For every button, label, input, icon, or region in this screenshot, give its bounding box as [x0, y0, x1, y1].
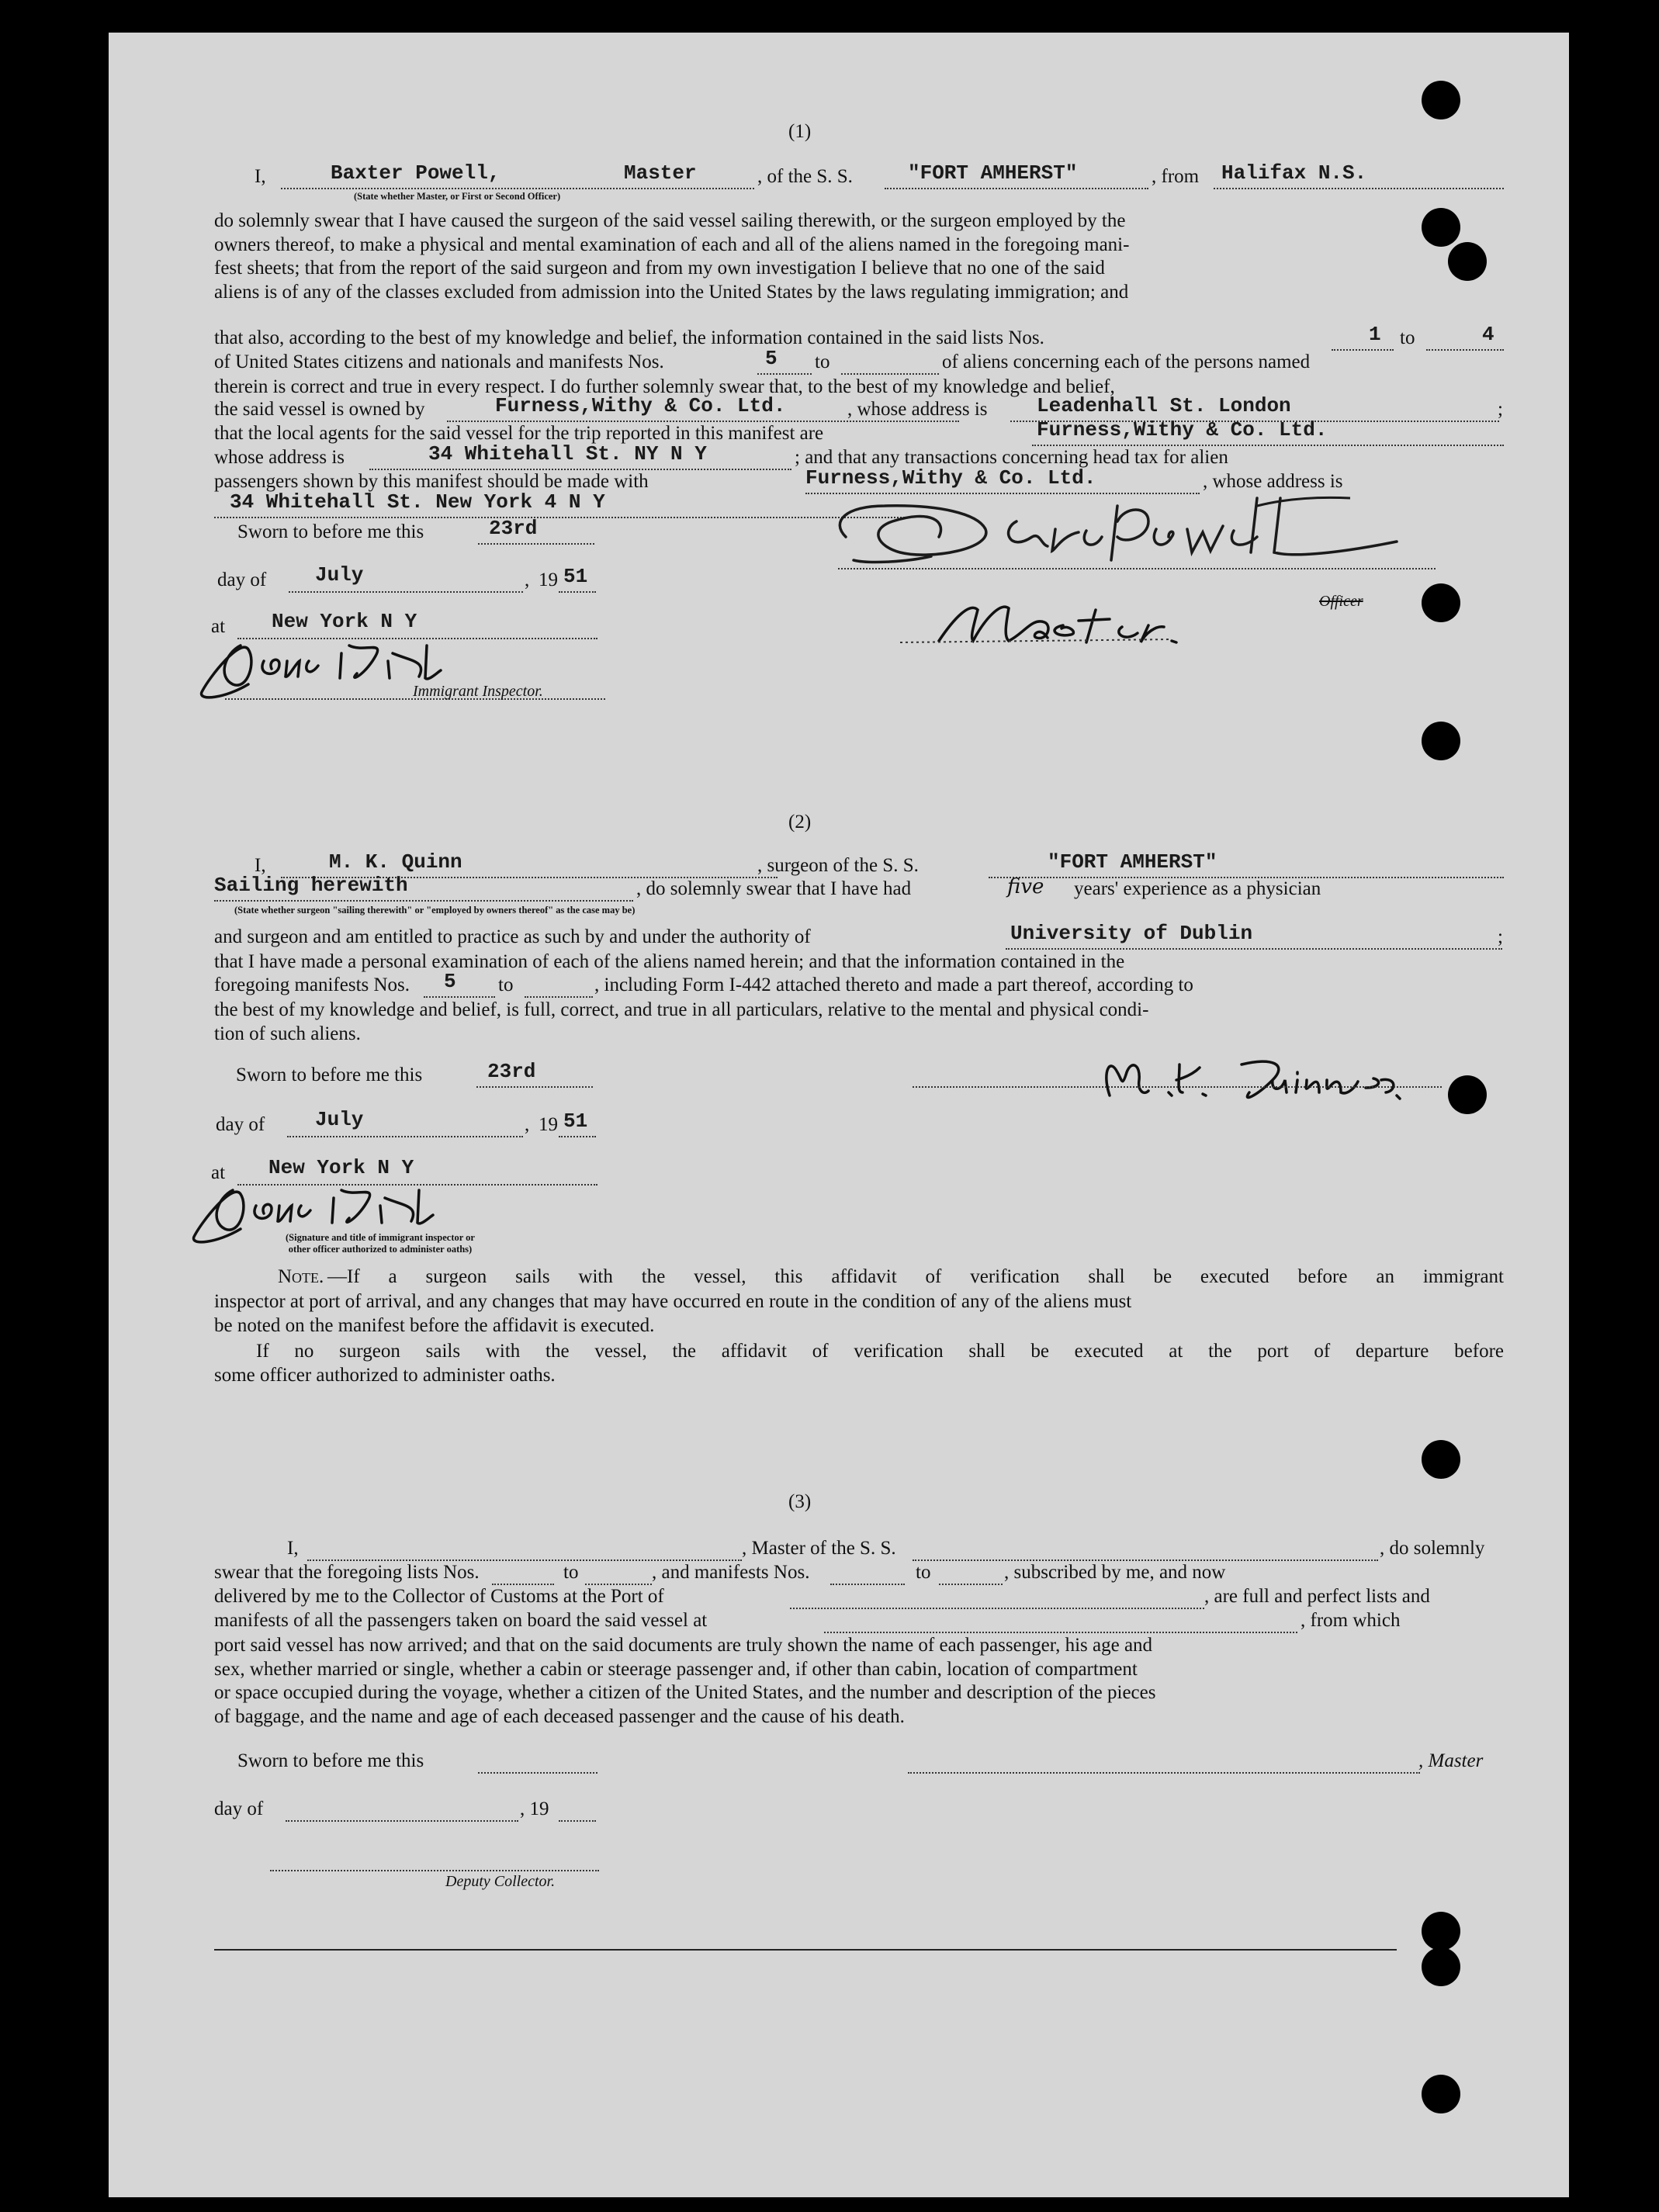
year: 51	[563, 1109, 588, 1133]
surgeon-of-text: , surgeon of the S. S.	[757, 855, 919, 876]
year-line	[559, 1820, 596, 1822]
manifests-to-line	[841, 373, 939, 375]
oath-line: that the local agents for the said vessel for the trip reported in this manifest are	[214, 423, 824, 444]
master-title-signature	[892, 594, 1280, 649]
owner: Furness,Withy & Co. Ltd.	[495, 394, 786, 417]
manifests-from: 5	[444, 970, 456, 993]
month: July	[315, 1108, 364, 1131]
sworn-day-line	[478, 543, 594, 545]
note-line: inspector at port of arrival, and any changes that may have occurred en route in the condition of any of the aliens must	[214, 1291, 1132, 1312]
oath-line: delivered by me to the Collector of Customs at the Port of	[214, 1586, 664, 1607]
sworn-day-line	[478, 1772, 597, 1774]
lists-from: 1	[1369, 323, 1381, 346]
oath-line: therein is correct and true in every respect. I do further solemnly swear that, to the best of my knowledge and belief,	[214, 376, 1115, 397]
sworn-text: Sworn to before me this	[237, 1750, 424, 1771]
month: July	[315, 563, 364, 587]
to-text: to	[563, 1562, 579, 1583]
sworn-text: Sworn to before me this	[237, 521, 424, 542]
day-of-text: day of	[216, 1114, 265, 1135]
collector-line	[270, 1870, 599, 1871]
oath-line: , and manifests Nos.	[652, 1562, 810, 1583]
master-sig-line	[838, 568, 1436, 569]
year: 51	[563, 565, 588, 588]
collector-label: Deputy Collector.	[445, 1873, 556, 1890]
sworn-day: 23rd	[489, 517, 538, 540]
headtax-agent: Furness,Withy & Co. Ltd.	[805, 466, 1096, 490]
oath-line: and surgeon and am entitled to practice as such by and under the authority of	[214, 926, 811, 947]
year-prefix: , 19	[520, 1798, 549, 1819]
oath-line: sex, whether married or single, whether a cabin or steerage passenger and, if other than cabin, location of compartment	[214, 1658, 1138, 1680]
at-text: at	[211, 616, 226, 637]
oath-line: aliens is of any of the classes excluded from admission into the United States by the laws regulating immigration; and	[214, 281, 1129, 303]
manifests-from-line	[424, 996, 495, 998]
oath-line: , from which	[1301, 1610, 1401, 1631]
punch-hole	[1422, 1947, 1460, 1986]
section-number: (3)	[788, 1491, 812, 1512]
oath-paragraph	[214, 999, 1504, 1046]
agents-address-line	[369, 469, 791, 470]
oath-line: , including Form I-442 attached thereto and made a part thereof, according to	[594, 974, 1193, 995]
boarding-port-line	[824, 1632, 1297, 1633]
day-of-text: day of	[214, 1798, 264, 1819]
capacity-line	[214, 900, 633, 902]
manifests-to-line	[525, 996, 593, 998]
month-line	[289, 591, 523, 593]
year-line	[559, 591, 596, 593]
note-line: some officer authorized to administer oaths.	[214, 1365, 556, 1386]
lists-to-line	[585, 1584, 652, 1585]
year-line	[559, 1136, 596, 1137]
month-line	[287, 1136, 523, 1137]
oath-line: , do solemnly swear that I have had	[636, 878, 912, 899]
oath-i: I,	[255, 166, 266, 187]
master-name: Baxter Powell,	[331, 161, 500, 185]
sworn-day: 23rd	[487, 1060, 536, 1083]
punch-hole	[1422, 2075, 1460, 2113]
punch-hole	[1448, 1075, 1487, 1114]
owner-line	[447, 421, 959, 422]
surgeon-capacity: Sailing herewith	[214, 874, 408, 897]
oath-i: I,	[255, 855, 266, 876]
sig-note	[264, 1232, 497, 1255]
oath-line: swear that the foregoing lists Nos.	[214, 1562, 480, 1583]
oath-paragraph	[214, 1634, 1504, 1729]
section-number: (1)	[788, 121, 812, 142]
state-note: (State whether surgeon "sailing therewith" or "employed by owners thereof" as the case may be)	[234, 905, 636, 916]
comma: ,	[525, 569, 530, 590]
oath-line: of aliens concerning each of the persons named	[942, 351, 1311, 372]
note-paragraph	[214, 1290, 1504, 1338]
section-number: (2)	[788, 812, 812, 833]
master-name-line	[307, 1559, 742, 1561]
of-ss-text: , of the S. S.	[757, 166, 853, 187]
to-text: to	[916, 1562, 931, 1583]
oath-line: tion of such aliens.	[214, 1023, 361, 1044]
place: New York N Y	[272, 610, 417, 633]
place: New York N Y	[268, 1156, 414, 1179]
year-prefix: 19	[539, 1114, 558, 1135]
oath-line: of baggage, and the name and age of each deceased passenger and the cause of his death.	[214, 1705, 905, 1727]
punch-hole	[1422, 1440, 1460, 1479]
oath-line: years' experience as a physician	[1074, 878, 1321, 899]
oath-line: whose address is	[214, 447, 345, 468]
headtax-address-line	[214, 517, 908, 518]
officer-label: Officer	[1319, 593, 1363, 610]
note-line: be noted on the manifest before the affidavit is executed.	[214, 1314, 655, 1336]
agents: Furness,Withy & Co. Ltd.	[1037, 418, 1328, 441]
semicolon: ;	[1498, 926, 1503, 947]
oath-line: that I have made a personal examination of each of the aliens named herein; and that the information contained in the	[214, 951, 1125, 972]
at-text: at	[211, 1162, 226, 1183]
lists-from-line	[492, 1584, 554, 1585]
oath-line: passengers shown by this manifest should be made with	[214, 471, 649, 492]
oath-line: fest sheets; that from the report of the said surgeon and from my own investigation I believe that no one of the said	[214, 258, 1105, 279]
year-prefix: 19	[539, 569, 558, 590]
to-text: to	[1400, 327, 1415, 348]
oath-line: the best of my knowledge and belief, is full, correct, and true in all particulars, relative to the mental and physical condi-	[214, 999, 1149, 1020]
oath-i: I,	[287, 1538, 299, 1559]
note-label: Note.	[278, 1266, 324, 1287]
comma: ,	[525, 1114, 530, 1135]
oath-paragraph	[214, 209, 1504, 304]
manifests-from-line	[757, 373, 812, 375]
owner-address: Leadenhall St. London	[1037, 394, 1291, 417]
sworn-text: Sworn to before me this	[236, 1064, 423, 1085]
oath-line: do solemnly swear that I have caused the surgeon of the said vessel sailing therewith, or the surgeon employed by the	[214, 210, 1126, 231]
authority-line	[1006, 948, 1502, 950]
oath-line: of United States citizens and nationals and manifests Nos.	[214, 351, 664, 372]
master-label: , Master	[1418, 1750, 1484, 1771]
oath-line: owners thereof, to make a physical and mental examination of each and all of the aliens named in the foregoing mani-	[214, 234, 1130, 255]
master-title: Master	[624, 161, 697, 185]
ship-name: "FORT AMHERST"	[908, 161, 1078, 185]
ship-line	[913, 1559, 1378, 1561]
port-line	[790, 1608, 1204, 1609]
lists-to-line	[1426, 349, 1504, 351]
punch-hole	[1422, 81, 1460, 119]
affidavit-page	[109, 33, 1569, 2197]
agents-line	[1032, 445, 1504, 446]
from-text: , from	[1152, 166, 1200, 187]
oath-line: or space occupied during the voyage, whether a citizen of the United States, and the number and description of the pieces	[214, 1682, 1156, 1703]
agents-address: 34 Whitehall St. NY N Y	[428, 442, 707, 466]
oath-line: ; and that any transactions concerning head tax for alien	[795, 447, 1228, 468]
surgeon-name: M. K. Quinn	[329, 850, 462, 874]
oath-paragraph	[214, 950, 1504, 974]
bottom-rule	[214, 1949, 1397, 1951]
oath-line: , do solemnly	[1380, 1538, 1485, 1559]
authority: University of Dublin	[1010, 922, 1253, 945]
note-line: If no surgeon sails with the vessel, the affidavit of verification shall be executed at the port of departure before	[256, 1341, 1504, 1362]
oath-line: , are full and perfect lists and	[1204, 1586, 1430, 1607]
oath-line: , subscribed by me, and now	[1004, 1562, 1226, 1583]
sig-note-line: other officer authorized to administer oaths)	[288, 1244, 473, 1255]
surgeon-signature	[993, 1049, 1428, 1111]
inspector-signature	[194, 630, 442, 708]
oath-line: that also, according to the best of my knowledge and belief, the information contained in the said lists Nos.	[214, 327, 1044, 348]
day-of-text: day of	[217, 569, 267, 590]
manifests-to-line	[939, 1584, 1003, 1585]
oath-line: manifests of all the passengers taken on board the said vessel at	[214, 1610, 708, 1631]
note-line: —If a surgeon sails with the vessel, this affidavit of verification shall be executed before an immigrant	[327, 1266, 1504, 1287]
ship-name: "FORT AMHERST"	[1048, 850, 1217, 874]
sworn-day-line	[476, 1086, 593, 1088]
master-sig-line	[908, 1772, 1420, 1774]
oath-line: , whose address is	[1203, 471, 1343, 492]
to-text: to	[815, 351, 830, 372]
oath-line: , whose address is	[847, 399, 988, 420]
sig-note-line: (Signature and title of immigrant inspector or	[286, 1232, 475, 1243]
month-line	[286, 1820, 518, 1822]
oath-line: the said vessel is owned by	[214, 399, 425, 420]
inspector-label: Immigrant Inspector.	[413, 683, 543, 700]
punch-hole	[1422, 583, 1460, 622]
oath-line: port said vessel has now arrived; and that on the said documents are truly shown the name of each passenger, his age and	[214, 1635, 1153, 1656]
manifests-from: 5	[765, 347, 778, 370]
ship-line	[885, 188, 1148, 189]
semicolon: ;	[1498, 399, 1503, 420]
manifests-from-line	[830, 1584, 905, 1585]
years-experience: five	[1007, 875, 1044, 898]
lists-to: 4	[1482, 323, 1494, 346]
oath-line: , Master of the S. S.	[742, 1538, 896, 1559]
origin-port: Halifax N.S.	[1221, 161, 1367, 185]
headtax-address: 34 Whitehall St. New York 4 N Y	[230, 490, 605, 514]
oath-paragraph	[214, 376, 1504, 400]
state-note: (State whether Master, or First or Second Officer)	[354, 191, 561, 202]
punch-hole	[1422, 722, 1460, 760]
punch-hole	[1422, 1912, 1460, 1951]
master-name-line	[281, 188, 754, 189]
oath-line: foregoing manifests Nos.	[214, 974, 410, 995]
lists-from-line	[1332, 349, 1394, 351]
surgeon-sig-line	[913, 1086, 1442, 1088]
origin-line	[1214, 188, 1504, 189]
to-text: to	[498, 974, 514, 995]
master-signature	[823, 475, 1412, 591]
